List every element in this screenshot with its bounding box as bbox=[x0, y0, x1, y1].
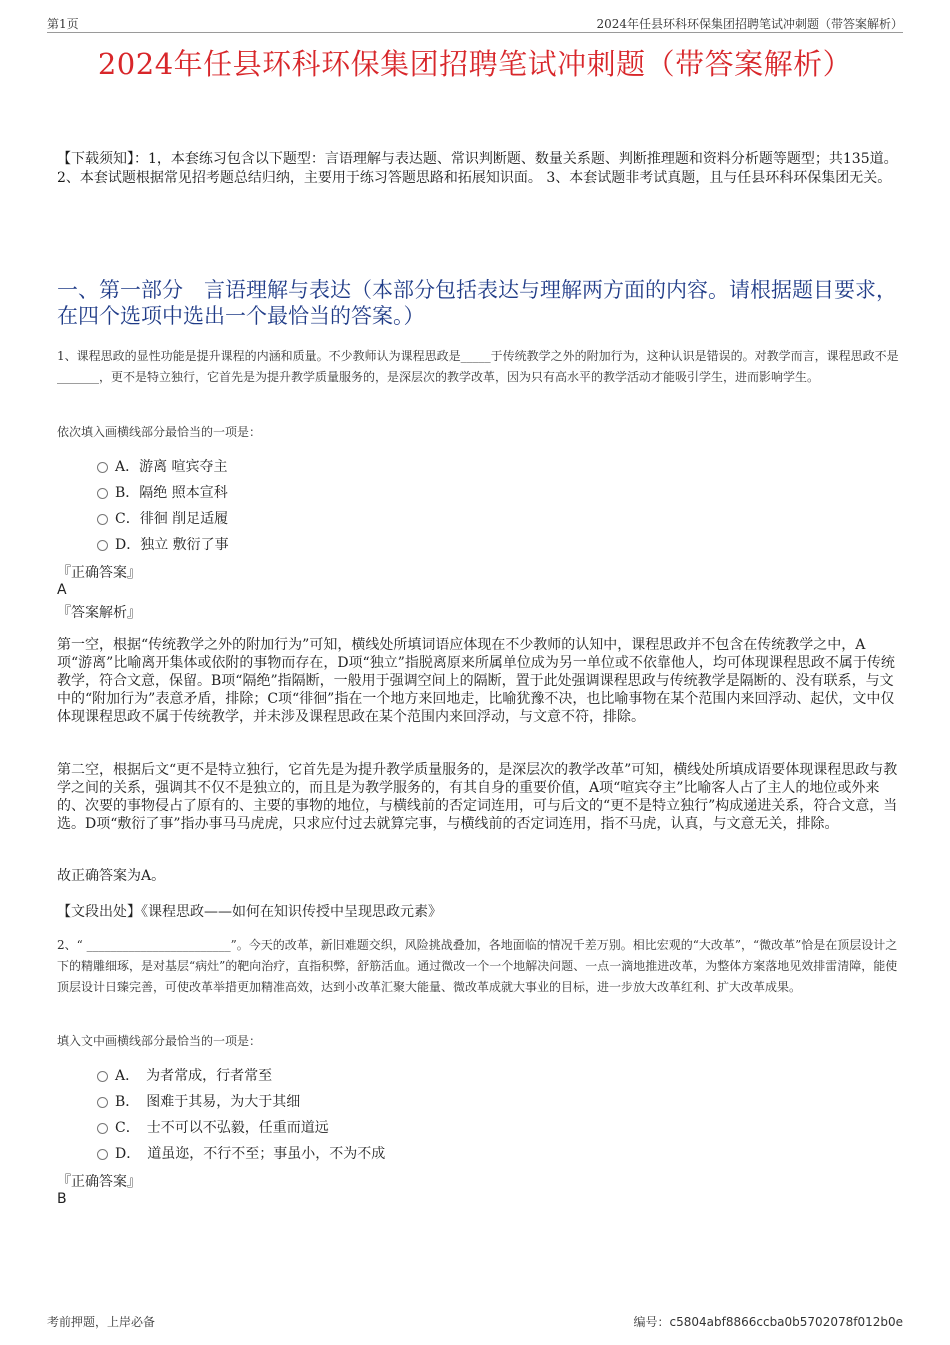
option-label: D． 道虽迩，不行不至；事虽小，不为不成 bbox=[115, 1146, 386, 1162]
question-1-answer: A bbox=[57, 582, 67, 598]
page-number: 第1页 bbox=[47, 17, 79, 31]
radio-button-icon[interactable] bbox=[97, 1071, 108, 1082]
section-title: 一、第一部分 言语理解与表达（本部分包括表达与理解两方面的内容。请根据题目要求，在四个选项中选出一个最恰当的答案。） bbox=[57, 278, 897, 328]
radio-button-icon[interactable] bbox=[97, 1123, 108, 1134]
document-title: 2024年任县环科环保集团招聘笔试冲刺题（带答案解析） bbox=[97, 47, 853, 81]
radio-button-icon[interactable] bbox=[97, 462, 108, 473]
question-2-answer-label: 『正确答案』 bbox=[57, 1174, 141, 1190]
question-1-analysis-para-2: 第二空，根据后文“更不是特立独行，它首先是为提升教学质量服务的，是深层次的教学改革”可知，横线处所填成语要体现课程思政与教学之间的关系，强调其不仅不是独立的，而且是为教学服务的，有其自身的重要价值，A项“喧宾夺主”比喻客人占了主人的地位或外来的、次要的事物侵占了原有的、主要的事物的地位，与横线前的否定词连用，可与后文的“更不是特立独行”构成递进关系，符合文意，当选。D项“敷衍了事”指办事马马虎虎，只求应付过去就算完事，与横线前的否定词连用，指不马虎，认真，与文意无关，排除。 bbox=[57, 762, 898, 832]
question-2-stem: 2、“ ________________________”。今天的改革，新旧难题交织，风险挑战叠加，各地面临的情况千差万别。相比宏观的“大改革”，“微改革”恰是在顶层设计之下的精雕细琢，是对基层“病灶”的靶向治疗，直指积弊，舒筋活血。通过微改一个一个地解决问题、一点一滴地推进改革，为整体方案落地见效排雷清障，能使顶层设计日臻完善，可使改革举措更加精准高效，达到小改革汇聚大能量、微改革成就大事业的目标，进一步放大改革红利、扩大改革成果。 bbox=[57, 938, 898, 994]
header-doc-title: 2024年任县环科环保集团招聘笔试冲刺题（带答案解析） bbox=[596, 17, 903, 31]
question-1-analysis-conclusion: 故正确答案为A。 bbox=[57, 868, 166, 884]
question-2-answer: B bbox=[57, 1191, 67, 1207]
page-header bbox=[47, 12, 903, 33]
radio-button-icon[interactable] bbox=[97, 1097, 108, 1108]
question-1-source: 【文段出处】《课程思政——如何在知识传授中呈现思政元素》 bbox=[57, 904, 442, 920]
radio-button-icon[interactable] bbox=[97, 488, 108, 499]
option-label: B．隔绝 照本宣科 bbox=[115, 485, 228, 501]
option-label: C．徘徊 削足适履 bbox=[115, 511, 229, 527]
question-1-answer-label: 『正确答案』 bbox=[57, 565, 141, 581]
radio-button-icon[interactable] bbox=[97, 1149, 108, 1160]
option-label: C． 士不可以不弘毅，任重而道远 bbox=[115, 1120, 329, 1136]
option-label: A． 为者常成，行者常至 bbox=[115, 1068, 273, 1084]
question-1-analysis-label: 『答案解析』 bbox=[57, 605, 141, 621]
option-label: B． 图难于其易，为大于其细 bbox=[115, 1094, 301, 1110]
question-1-prompt: 依次填入画横线部分最恰当的一项是： bbox=[57, 425, 262, 439]
footer-code bbox=[633, 1313, 903, 1330]
question-1-analysis-para-1: 第一空，根据“传统教学之外的附加行为”可知，横线处所填词语应体现在不少教师的认知中，课程思政并不包含在传统教学之中，A项“游离”比喻离开集体或依附的事物而存在，D项“独立”指脱离原来所属单位成为另一单位或不依靠他人，均可体现课程思政不属于传统教学，符合文意，保留。B项“隔绝”指隔断，一般用于强调空间上的隔断，置于此处强调课程思政与传统教学是隔断的、没有联系，与文中的“附加行为”表意矛盾，排除；C项“徘徊”指在一个地方来回地走，比喻犹豫不决，也比喻事物在某个范围内来回浮动、起伏，文中仅体现课程思政不属于传统教学，并未涉及课程思政在某个范围内来回浮动，与文意不符，排除。 bbox=[57, 637, 895, 725]
question-2-prompt: 填入文中画横线部分最恰当的一项是： bbox=[57, 1034, 262, 1048]
footer-code-value: c5804abf8866ccba0b5702078f012b0e bbox=[669, 1315, 903, 1329]
question-1-stem: 1、课程思政的显性功能是提升课程的内涵和质量。不少教师认为课程思政是_____于传统教学之外的附加行为，这种认识是错误的。对教学而言，课程思政不是_______，更不是特立独行，它首先是为提升教学质量服务的，是深层次的教学改革，因为只有高水平的教学活动才能吸引学生，进而影响学生。 bbox=[57, 349, 899, 384]
option-label: A．游离 喧宾夺主 bbox=[115, 459, 228, 475]
download-notice: 【下载须知】：1，本套练习包含以下题型：言语理解与表达题、常识判断题、数量关系题、判断推理题和资料分析题等题型；共135道。 2、本套试题根据常见招考题总结归纳，主要用于练习答题思路和拓展知识面。 3、本套试题非考试真题，且与任县环科环保集团无关。 bbox=[57, 151, 898, 186]
option-label: D．独立 敷衍了事 bbox=[115, 537, 229, 553]
radio-button-icon[interactable] bbox=[97, 514, 108, 525]
footer-slogan: 考前押题，上岸必备 bbox=[47, 1315, 156, 1329]
radio-button-icon[interactable] bbox=[97, 540, 108, 551]
footer-code-label: 编号： bbox=[633, 1315, 670, 1329]
